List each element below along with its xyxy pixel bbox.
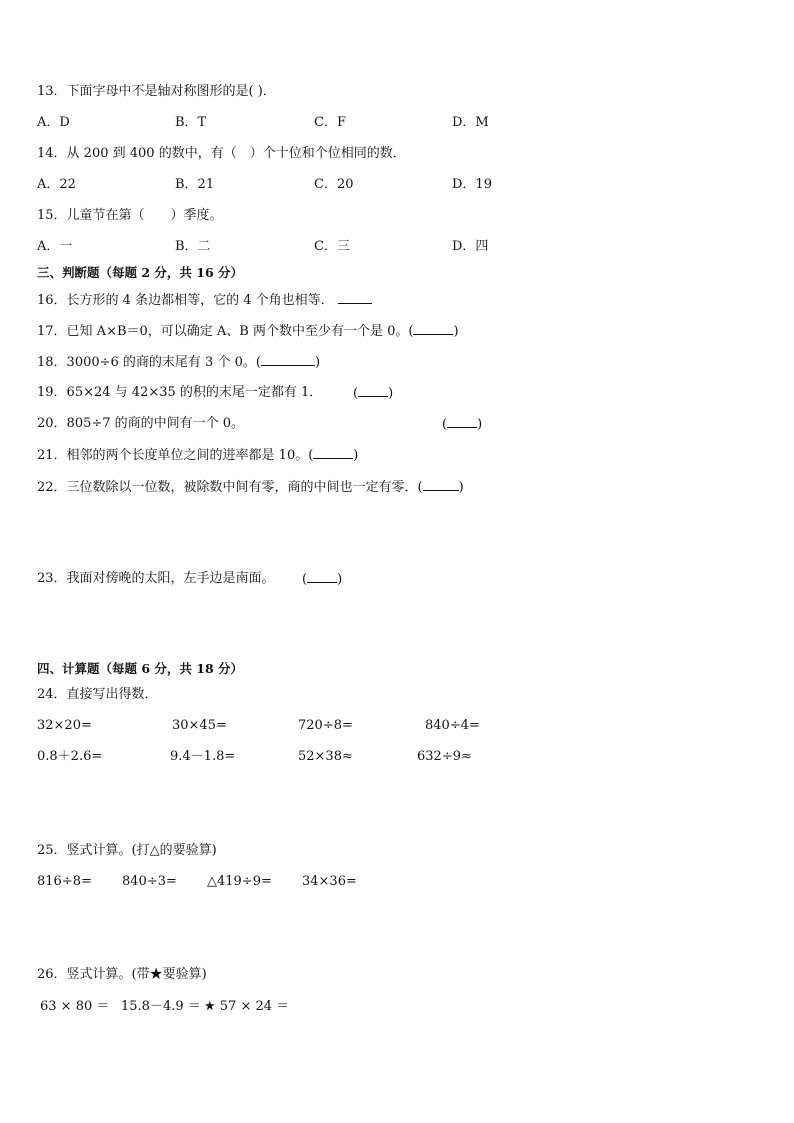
q13-option-c: C．F	[314, 115, 346, 130]
close-paren: )	[337, 572, 343, 587]
q24-item: 840÷4=	[425, 718, 480, 733]
q26-stem: 26．竖式计算。(带★要验算)	[37, 967, 207, 982]
close-paren: )	[314, 355, 321, 370]
judge-item-18	[37, 353, 320, 372]
q24-item: 0.8＋2.6=	[37, 749, 103, 764]
q25-item: 816÷8=	[37, 874, 92, 889]
q25-item: 840÷3=	[122, 874, 177, 889]
q15-option-d: D．四	[452, 239, 489, 254]
close-paren: )	[353, 448, 359, 463]
answer-blank[interactable]	[313, 446, 353, 459]
q15-stem: 15．儿童节在第（ ）季度。	[37, 208, 223, 223]
judge-item-20	[37, 415, 244, 433]
answer-blank[interactable]	[307, 570, 337, 583]
answer-blank[interactable]	[261, 353, 315, 366]
close-paren: )	[388, 386, 394, 401]
q24-item: 32×20=	[37, 718, 92, 733]
answer-blank[interactable]	[413, 322, 453, 335]
judge-item-17	[37, 322, 459, 341]
q26-item: 63 × 80 ＝	[40, 999, 110, 1014]
answer-blank[interactable]	[423, 478, 459, 491]
judge-22-text: 22．三位数除以一位数，被除数中间有零，商的中间也一定有零．(	[37, 480, 423, 495]
judge-item-19	[37, 384, 322, 402]
judge-20-text: 20．805÷7 的商的中间有一个 0。	[37, 416, 245, 431]
q14-option-b: B．21	[175, 177, 215, 192]
open-paren: (	[442, 417, 448, 432]
q25-item: △419÷9=	[207, 874, 272, 889]
q25-item: 34×36=	[302, 874, 357, 889]
open-paren: (	[302, 572, 308, 587]
judge-21-text: 21．相邻的两个长度单位之间的进率都是 10。(	[37, 448, 314, 463]
q14-option-a: A．22	[37, 177, 76, 192]
q14-option-c: C．20	[314, 177, 354, 192]
q15-option-b: B．二	[175, 239, 211, 254]
judge-23-answer	[302, 570, 342, 589]
answer-blank[interactable]	[358, 384, 388, 397]
q24-item: 632÷9≈	[417, 749, 472, 764]
q13-option-a: A．D	[37, 115, 70, 130]
q13-stem: 13．下面字母中不是轴对称图形的是( )．	[37, 84, 276, 99]
judge-item-22	[37, 478, 464, 497]
open-paren: (	[353, 386, 359, 401]
q24-item: 52×38≈	[298, 749, 353, 764]
q24-item: 30×45=	[172, 718, 227, 733]
q13-option-d: D．M	[452, 115, 489, 130]
answer-blank[interactable]	[338, 291, 372, 304]
judge-17-text: 17．已知 A×B＝0，可以确定 A、B 两个数中至少有一个是 0。(	[37, 324, 414, 339]
judge-item-16	[37, 291, 372, 310]
q26-item: 15.8－4.9 ＝	[121, 999, 201, 1014]
judge-item-21	[37, 446, 358, 465]
q14-option-d: D．19	[452, 177, 492, 192]
judge-19-text: 19．65×24 与 42×35 的积的末尾一定都有 1．	[37, 385, 323, 400]
judge-20-answer	[442, 415, 482, 434]
judge-item-23	[37, 570, 275, 588]
q15-option-a: A．一	[37, 239, 73, 254]
q25-stem: 25．竖式计算。(打△的要验算)	[37, 843, 217, 858]
q24-item: 9.4－1.8=	[170, 749, 236, 764]
q24-stem: 24．直接写出得数．	[37, 687, 158, 702]
q26-item: ★ 57 × 24 ＝	[204, 999, 290, 1014]
close-paren: )	[477, 417, 483, 432]
section-3-title: 三、判断题（每题 2 分，共 16 分）	[37, 265, 244, 280]
close-paren: )	[453, 324, 459, 339]
judge-16-text: 16．长方形的 4 条边都相等，它的 4 个角也相等．	[37, 293, 334, 308]
judge-18-text: 18．3000÷6 的商的末尾有 3 个 0。(	[37, 355, 261, 370]
judge-19-answer	[353, 384, 393, 403]
q14-stem: 14．从 200 到 400 的数中，有（ ）个十位和个位相同的数．	[37, 146, 406, 161]
q13-option-b: B．T	[175, 115, 207, 130]
q15-option-c: C．三	[314, 239, 350, 254]
judge-23-text: 23．我面对傍晚的太阳，左手边是南面。	[37, 571, 275, 586]
section-4-title: 四、计算题（每题 6 分，共 18 分）	[37, 661, 244, 676]
answer-blank[interactable]	[447, 415, 477, 428]
q24-item: 720÷8=	[298, 718, 353, 733]
close-paren: )	[458, 480, 464, 495]
